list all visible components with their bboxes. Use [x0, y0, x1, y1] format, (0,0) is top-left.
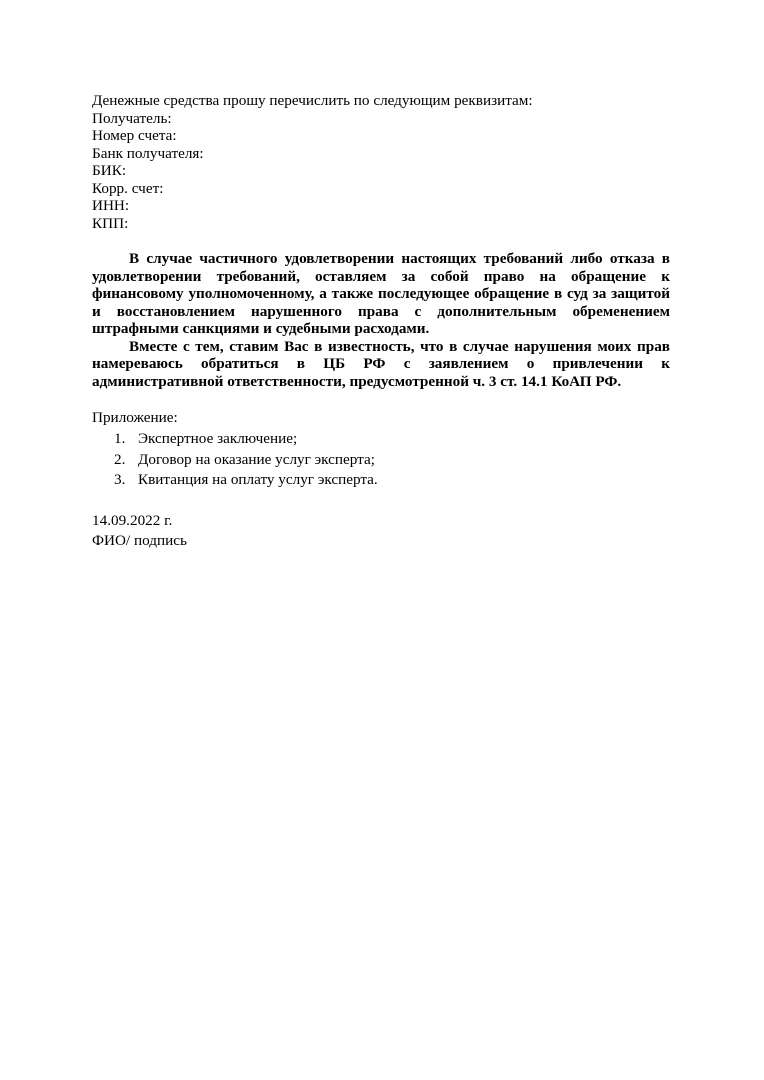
attachment-text: Договор на оказание услуг эксперта; [138, 450, 375, 468]
attachment-text: Квитанция на оплату услуг эксперта. [138, 471, 378, 489]
field-recipient-bank: Банк получателя: [92, 144, 204, 162]
signature-block [92, 511, 670, 552]
attachment-number: 3. [114, 471, 126, 489]
field-bik: БИК: [92, 162, 127, 179]
attachments-list [92, 429, 670, 491]
claims-section [92, 250, 670, 390]
signature-line: ФИО/ подпись [92, 532, 187, 550]
field-corr-account: Корр. счет: [92, 179, 164, 197]
attachment-item [92, 429, 670, 450]
field-recipient: Получатель: [92, 109, 172, 127]
attachments-title: Приложение: [92, 409, 178, 426]
attachments-section [92, 408, 670, 491]
attachment-text: Экспертное заключение; [138, 430, 298, 447]
attachment-number: 2. [114, 450, 126, 468]
document-page [92, 92, 670, 552]
attachment-number: 1. [114, 430, 126, 447]
field-inn: ИНН: [92, 197, 130, 214]
claims-paragraph-rights: В случае частичного удовлетворении настоящих требований либо отказа в удовлетворении требований, оставляем за собой право на обращение к финансовому уполномоченному, а также последующее обращение в суд за защитой и восстановлением нарушенного права с дополнительным обременением штрафными санкциями и судебными расходами. [92, 250, 670, 337]
attachment-item [92, 470, 670, 491]
document-date: 14.09.2022 г. [92, 511, 173, 529]
field-account-number: Номер счета: [92, 127, 177, 144]
attachment-item [92, 450, 670, 471]
claims-paragraph-central-bank: Вместе с тем, ставим Вас в известность, что в случае нарушения моих прав намереваюсь обратиться в ЦБ РФ с заявлением о привлечении к административной ответственности, предусмотренной ч. 3 ст. 14.1 КоАП РФ. [92, 337, 670, 390]
field-kpp: КПП: [92, 214, 129, 232]
requisites-intro: Денежные средства прошу перечислить по следующим реквизитам: [92, 92, 533, 109]
bank-requisites [92, 92, 670, 232]
